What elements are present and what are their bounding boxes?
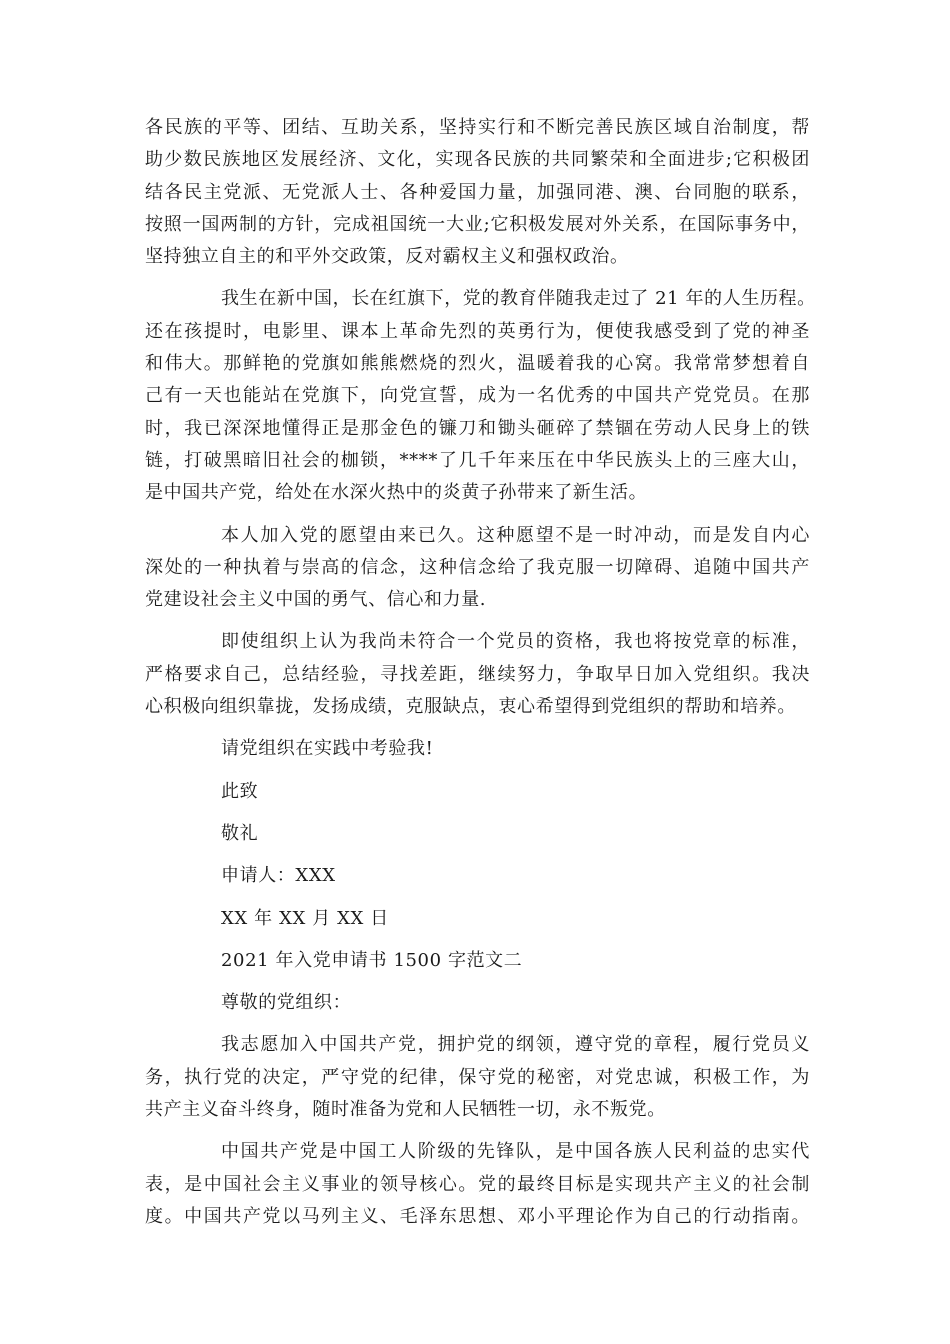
text-line: 本人加入党的愿望由来已久。这种愿望不是一时冲动，而是发自内心: [221, 524, 810, 546]
paragraph-1: [145, 112, 810, 273]
text-line: 还在孩提时，电影里、课本上革命先烈的英勇行为，便使我感受到了党的神圣: [145, 320, 810, 342]
application-date: XX 年 XX 月 XX 日: [221, 907, 389, 929]
text-line: 严格要求自己，总结经验，寻找差距，继续努力，争取早日加入党组织。我决: [145, 663, 810, 685]
text-line: 坚持独立自主的和平外交政策，反对霸权主义和强权政治。: [145, 246, 629, 268]
closing-request: 请党组织在实践中考验我!: [221, 738, 434, 760]
salutation-ci-zhi: 此致: [221, 780, 259, 802]
paragraph-6: [145, 1136, 810, 1233]
text-line: 链，打破黑暗旧社会的枷锁，****了几千年来压在中华民族头上的三座大山，: [145, 449, 810, 471]
text-line: 助少数民族地区发展经济、文化，实现各民族的共同繁荣和全面进步;它积极团: [145, 149, 810, 171]
sample-title: 2021 年入党申请书 1500 字范文二: [221, 949, 523, 971]
text-line: 表，是中国社会主义事业的领导核心。党的最终目标是实现共产主义的社会制: [145, 1173, 810, 1195]
text-line: 我生在新中国，长在红旗下，党的教育伴随我走过了 21 年的人生历程。: [221, 288, 816, 310]
text-line: 己有一天也能站在党旗下，向党宣誓，成为一名优秀的中国共产党党员。在那: [145, 385, 810, 407]
text-line: 中国共产党是中国工人阶级的先锋队，是中国各族人民利益的忠实代: [221, 1141, 810, 1163]
text-line: 结各民主党派、无党派人士、各种爱国力量，加强同港、澳、台同胞的联系，: [145, 181, 810, 203]
greeting: 尊敬的党组织：: [221, 992, 352, 1014]
text-line: 即使组织上认为我尚未符合一个党员的资格，我也将按党章的标准，: [221, 631, 810, 653]
text-line: 是中国共产党，给处在水深火热中的炎黄子孙带来了新生活。: [145, 482, 648, 504]
paragraph-2: [145, 283, 816, 509]
paragraph-4: [145, 626, 810, 723]
paragraph-3: [145, 520, 810, 617]
applicant-name: 申请人：XXX: [221, 865, 336, 887]
text-line: 我志愿加入中国共产党，拥护党的纲领，遵守党的章程，履行党员义: [221, 1034, 810, 1056]
text-line: 按照一国两制的方针，完成祖国统一大业;它积极发展对外关系，在国际事务中，: [145, 213, 810, 235]
paragraph-5: [145, 1029, 810, 1126]
salutation-jing-li: 敬礼: [221, 822, 259, 844]
text-line: 和伟大。那鲜艳的党旗如熊熊燃烧的烈火，温暖着我的心窝。我常常梦想着自: [145, 353, 810, 375]
text-line: 党建设社会主义中国的勇气、信心和力量.: [145, 589, 487, 611]
text-line: 深处的一种执着与崇高的信念，这种信念给了我克服一切障碍、追随中国共产: [145, 556, 810, 578]
document-body: [145, 112, 816, 1233]
text-line: 务，执行党的决定，严守党的纪律，保守党的秘密，对党忠诚，积极工作，为: [145, 1066, 810, 1088]
text-line: 心积极向组织靠拢，发扬成绩，克服缺点，衷心希望得到党组织的帮助和培养。: [145, 696, 796, 718]
text-line: 共产主义奋斗终身，随时准备为党和人民牺牲一切，永不叛党。: [145, 1099, 666, 1121]
text-line: 度。中国共产党以马列主义、毛泽东思想、邓小平理论作为自己的行动指南。: [145, 1205, 810, 1227]
text-line: 时，我已深深地懂得正是那金色的镰刀和锄头砸碎了禁锢在劳动人民身上的铁: [145, 417, 810, 439]
text-line: 各民族的平等、团结、互助关系，坚持实行和不断完善民族区域自治制度，帮: [145, 117, 810, 138]
